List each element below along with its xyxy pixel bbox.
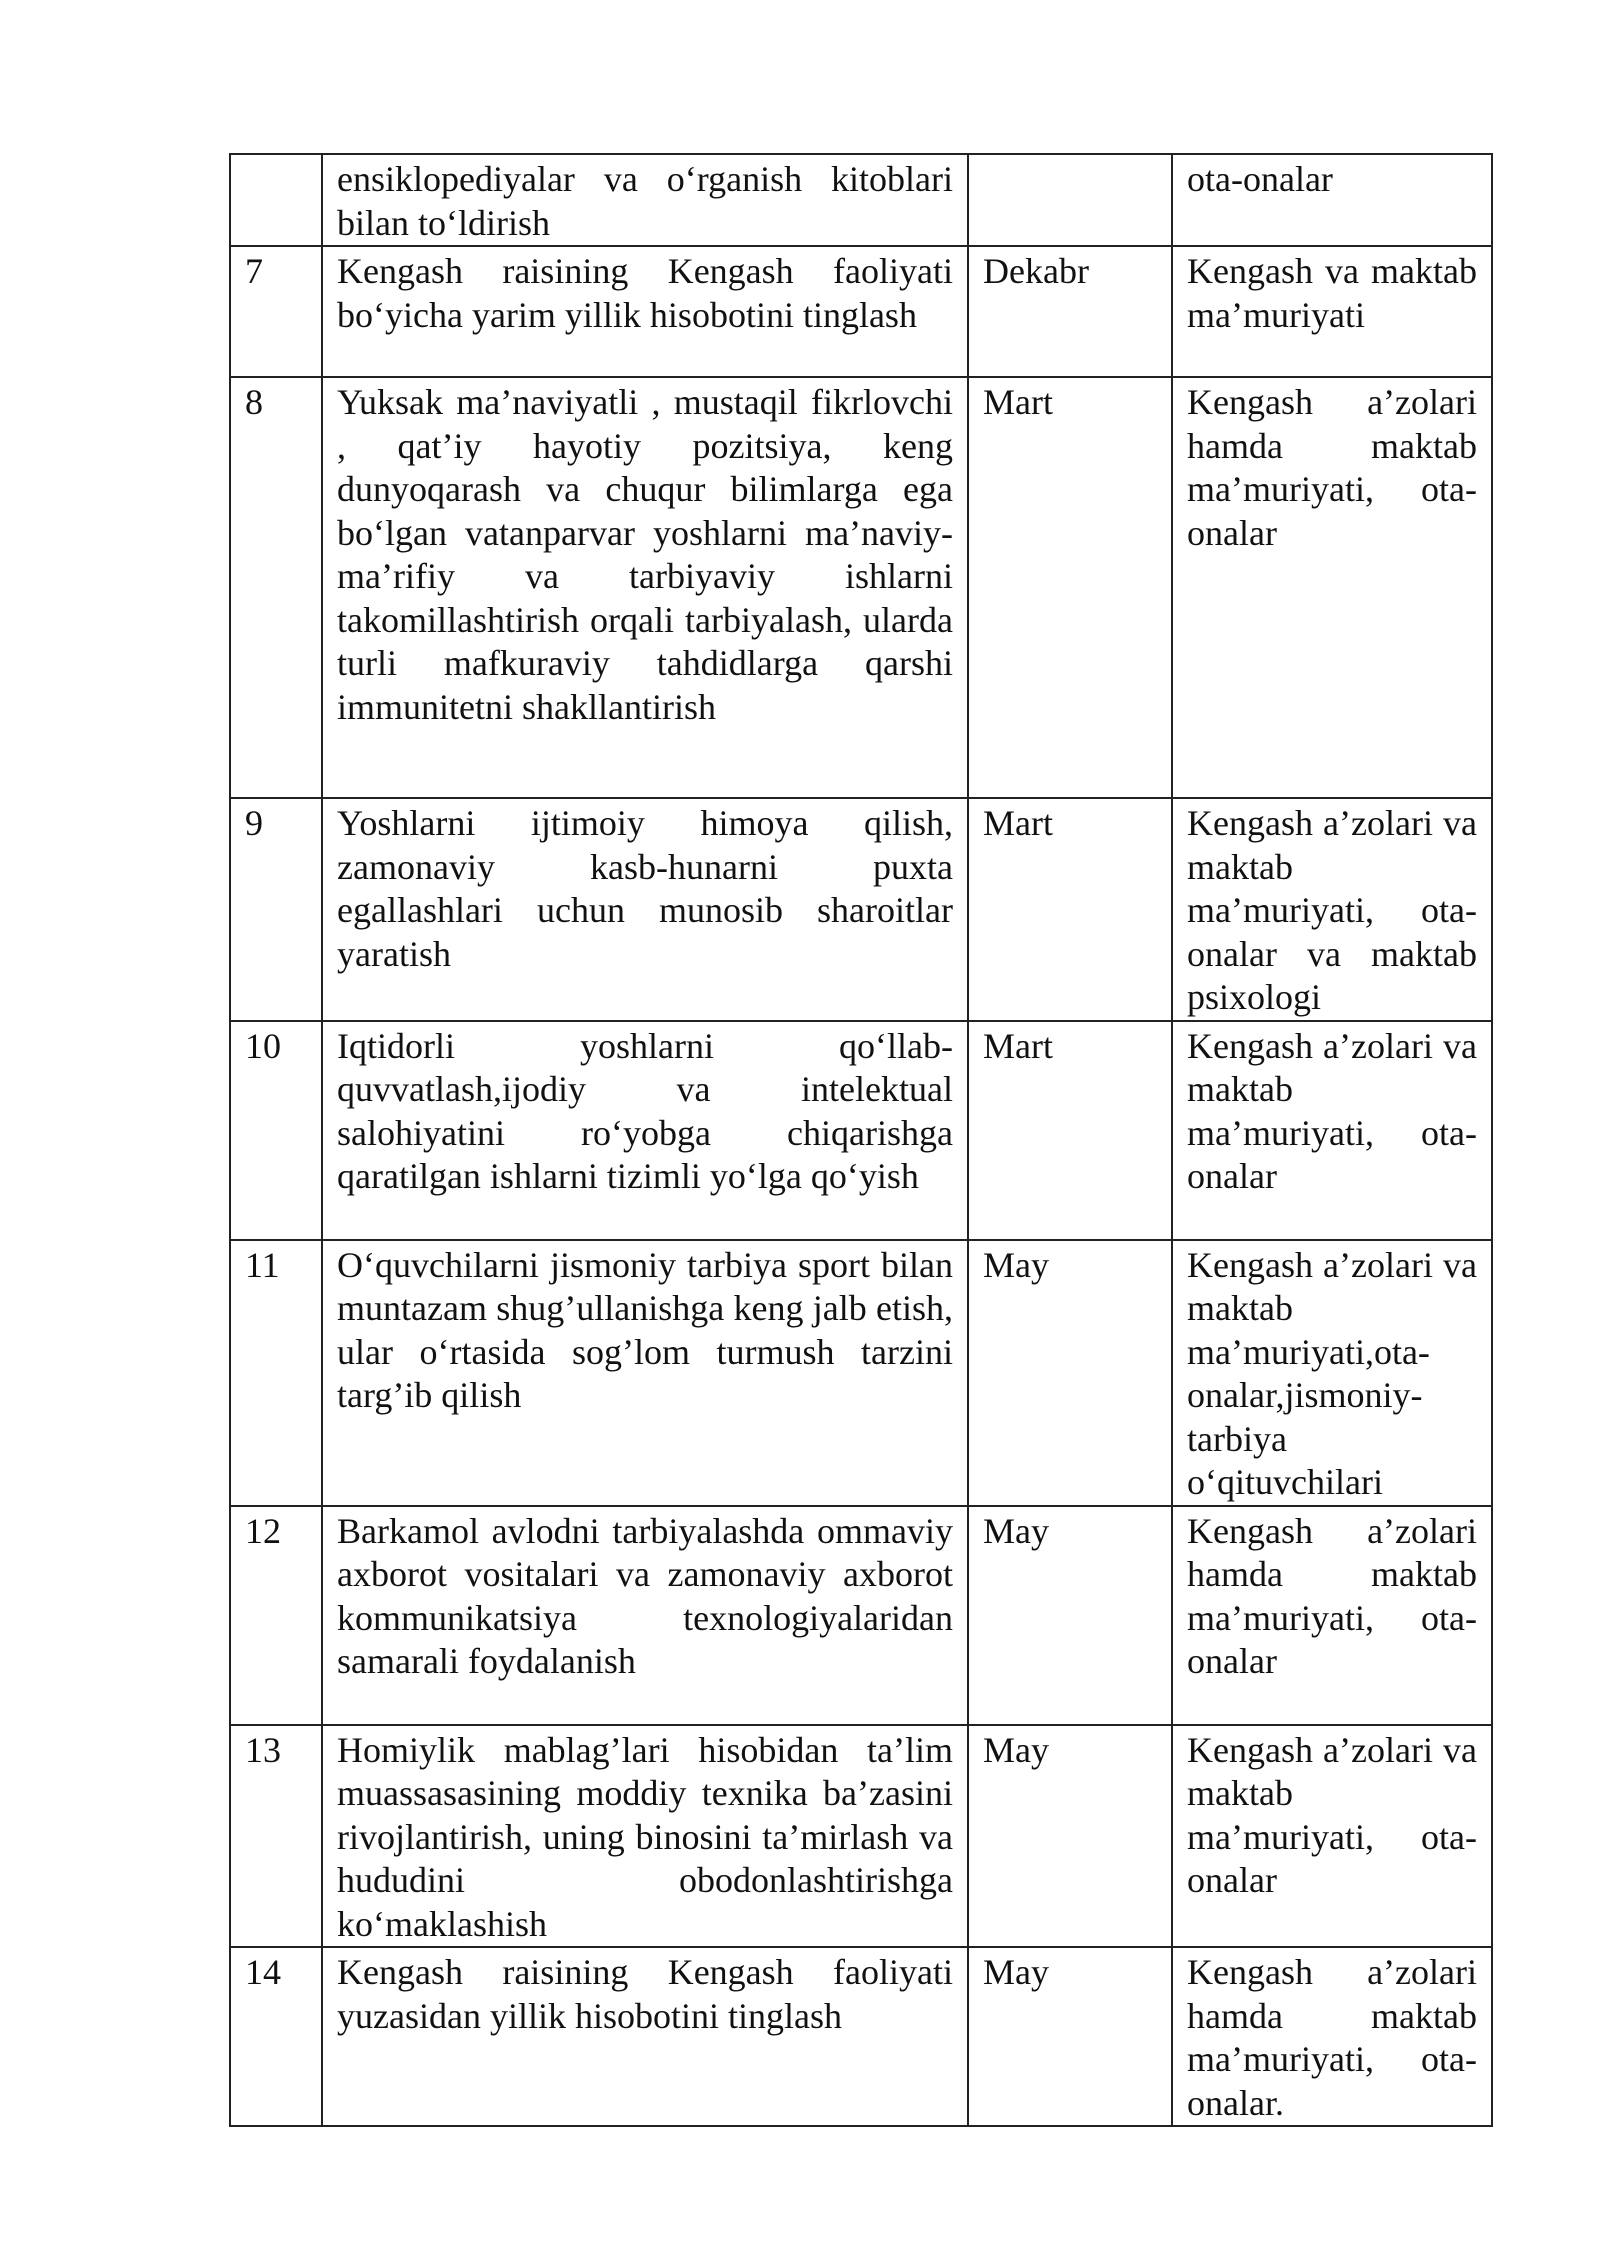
date-cell <box>968 1240 1172 1506</box>
row-number-cell <box>230 1240 322 1506</box>
responsible-text: Kengash a’zolari va maktab ma’muriyati, ota-onalar va maktab psixologi <box>1187 803 1477 1017</box>
activity-plan-table <box>229 153 1493 2127</box>
row-number-cell <box>230 798 322 1021</box>
activity-cell <box>322 1021 968 1240</box>
table-row <box>230 1725 1492 1948</box>
activity-text: Homiylik mablag’lari hisobidan ta’lim muassasasining moddiy texnika ba’zasini rivojlantirish, uning binosini ta’mirlash va hududini obodonlashtirishga ko‘maklashish <box>337 1729 953 1944</box>
date-text: Mart <box>983 1025 1053 1066</box>
responsible-cell <box>1172 377 1492 798</box>
table-row <box>230 798 1492 1021</box>
date-text: May <box>983 1729 1049 1770</box>
responsible-text: Kengash va maktab ma’muriyati <box>1187 251 1477 335</box>
activity-text: Yuksak ma’naviyatli , mustaqil fikrlovchi , qat’iy hayotiy pozitsiya, keng dunyoqarash va chuqur bilimlarga ega bo‘lgan vatanparvar yoshlarni ma’naviy-ma’rifiy va tarbiyaviy ishlarni takomillashtirish orqali tarbiyalash, ularda turli mafkuraviy tahdidlarga qarshi immunitetni shakllantirish <box>337 382 953 727</box>
responsible-text: Kengash a’zolari va maktab ma’muriyati, ota-onalar <box>1187 1025 1477 1196</box>
activity-text: O‘quvchilarni jismoniy tarbiya sport bilan muntazam shug’ullanishga keng jalb etish, ular o‘rtasida sog’lom turmush tarzini targ’ib qilish <box>337 1244 953 1415</box>
responsible-text: Kengash a’zolari hamda maktab ma’muriyati, ota-onalar <box>1187 382 1477 553</box>
activity-text: Yoshlarni ijtimoiy himoya qilish, zamonaviy kasb-hunarni puxta egallashlari uchun munosib sharoitlar yaratish <box>337 803 953 974</box>
responsible-text: Kengash a’zolari hamda maktab ma’muriyati, ota-onalar <box>1187 1510 1477 1681</box>
row-number-cell <box>230 154 322 246</box>
row-number-cell <box>230 1947 322 2126</box>
table-row <box>230 1240 1492 1506</box>
activity-cell <box>322 1240 968 1506</box>
row-number: 10 <box>245 1025 281 1066</box>
date-cell <box>968 377 1172 798</box>
date-cell <box>968 1947 1172 2126</box>
row-number: 14 <box>245 1952 281 1992</box>
row-number: 12 <box>245 1510 281 1551</box>
date-cell <box>968 154 1172 246</box>
responsible-text: Kengash a’zolari hamda maktab ma’muriyati, ota-onalar. <box>1187 1952 1477 2123</box>
row-number-cell <box>230 1506 322 1725</box>
responsible-cell <box>1172 154 1492 246</box>
date-text: Mart <box>983 803 1053 843</box>
responsible-text: Kengash a’zolari va maktab ma’muriyati, ota-onalar <box>1187 1729 1477 1900</box>
responsible-cell <box>1172 798 1492 1021</box>
responsible-text: ota-onalar <box>1187 159 1333 199</box>
activity-cell <box>322 798 968 1021</box>
activity-text: Kengash raisining Kengash faoliyati yuzasidan yillik hisobotini tinglash <box>337 1952 953 2036</box>
responsible-text: Kengash a’zolari va maktab ma’muriyati,ota-onalar,jismoniy-tarbiya o‘qituvchilari <box>1187 1244 1477 1502</box>
date-text: Dekabr <box>983 251 1089 291</box>
date-text: Mart <box>983 382 1053 422</box>
activity-text: Iqtidorli yoshlarni qo‘llab-quvvatlash,ijodiy va intelektual salohiyatini ro‘yobga chiqarishga qaratilgan ishlarni tizimli yo‘lga qo‘yish <box>337 1025 953 1196</box>
table-row <box>230 154 1492 246</box>
activity-cell <box>322 1947 968 2126</box>
row-number: 11 <box>245 1244 280 1285</box>
row-number-cell <box>230 246 322 377</box>
activity-cell <box>322 154 968 246</box>
responsible-cell <box>1172 1240 1492 1506</box>
row-number: 9 <box>245 803 263 843</box>
date-cell <box>968 1506 1172 1725</box>
date-cell <box>968 1021 1172 1240</box>
row-number-cell <box>230 377 322 798</box>
table-row <box>230 1506 1492 1725</box>
responsible-cell <box>1172 246 1492 377</box>
activity-cell <box>322 1725 968 1948</box>
activity-text: Barkamol avlodni tarbiyalashda ommaviy axborot vositalari va zamonaviy axborot kommunikatsiya texnologiyalaridan samarali foydalanish <box>337 1510 953 1681</box>
date-text: May <box>983 1244 1049 1285</box>
table-row <box>230 246 1492 377</box>
date-cell <box>968 246 1172 377</box>
responsible-cell <box>1172 1725 1492 1948</box>
activity-text: ensiklopediyalar va o‘rganish kitoblari bilan to‘ldirish <box>337 159 953 243</box>
activity-text: Kengash raisining Kengash faoliyati bo‘yicha yarim yillik hisobotini tinglash <box>337 251 953 335</box>
row-number: 7 <box>245 251 263 291</box>
table-row <box>230 1021 1492 1240</box>
table-row <box>230 377 1492 798</box>
row-number-cell <box>230 1725 322 1948</box>
activity-cell <box>322 377 968 798</box>
date-cell <box>968 798 1172 1021</box>
activity-cell <box>322 246 968 377</box>
responsible-cell <box>1172 1947 1492 2126</box>
date-text: May <box>983 1952 1049 1992</box>
table-row <box>230 1947 1492 2126</box>
activity-cell <box>322 1506 968 1725</box>
row-number: 8 <box>245 382 263 422</box>
date-text: May <box>983 1510 1049 1551</box>
responsible-cell <box>1172 1021 1492 1240</box>
row-number-cell <box>230 1021 322 1240</box>
date-cell <box>968 1725 1172 1948</box>
row-number: 13 <box>245 1729 281 1770</box>
responsible-cell <box>1172 1506 1492 1725</box>
